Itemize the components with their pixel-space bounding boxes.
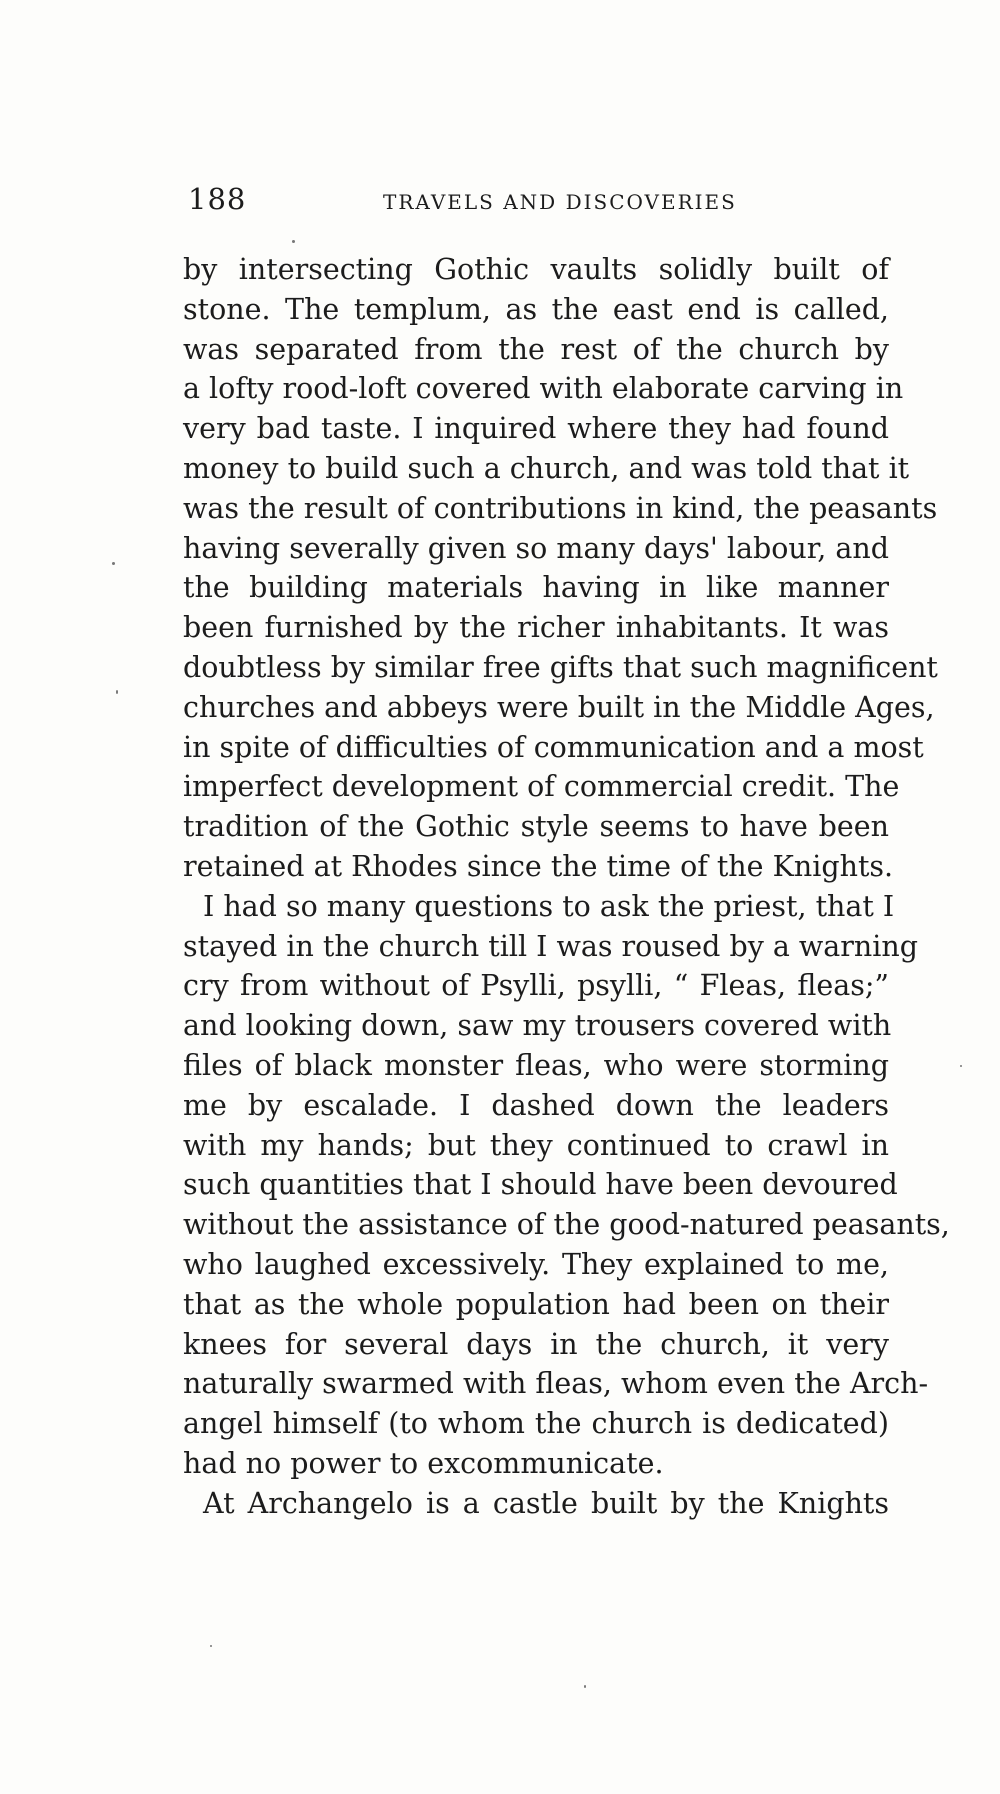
page-header bbox=[188, 182, 892, 222]
page-number: 188 bbox=[188, 182, 247, 216]
text-line: files of black monster fleas, who were storming bbox=[183, 1048, 889, 1082]
text-line: stone. The templum, as the east end is called, bbox=[183, 292, 889, 326]
text-line: having severally given so many days' labour, and bbox=[183, 531, 889, 565]
text-line: naturally swarmed with fleas, whom even the Arch- bbox=[183, 1367, 929, 1401]
text-line: such quantities that I should have been devoured bbox=[183, 1168, 898, 1202]
paper-speck bbox=[960, 1065, 962, 1067]
text-line: angel himself (to whom the church is dedicated) bbox=[183, 1407, 889, 1441]
text-line: very bad taste. I inquired where they had found bbox=[183, 412, 889, 446]
text-line: churches and abbeys were built in the Middle Ages, bbox=[183, 690, 935, 724]
paper-speck bbox=[210, 1645, 212, 1647]
paper-speck bbox=[292, 240, 295, 243]
text-line: that as the whole population had been on their bbox=[183, 1287, 889, 1321]
text-line: had no power to excommunicate. bbox=[183, 1446, 664, 1480]
text-line: cry from without of Psylli, psylli, “ Fleas, fleas;” bbox=[183, 969, 889, 1003]
text-line: was the result of contributions in kind, the peasants bbox=[183, 491, 938, 525]
text-line: At Archangelo is a castle built by the Knights bbox=[203, 1486, 889, 1520]
text-line: I had so many questions to ask the priest, that I bbox=[203, 889, 895, 923]
paper-speck bbox=[112, 562, 115, 565]
text-line: been furnished by the richer inhabitants. It was bbox=[183, 611, 889, 645]
text-line: retained at Rhodes since the time of the Knights. bbox=[183, 849, 894, 883]
text-line: a lofty rood-loft covered with elaborate carving in bbox=[183, 372, 904, 406]
text-line: with my hands; but they continued to crawl in bbox=[183, 1128, 889, 1162]
text-line: stayed in the church till I was roused by a warning bbox=[183, 929, 918, 963]
text-line: tradition of the Gothic style seems to have been bbox=[183, 810, 889, 844]
running-title: TRAVELS AND DISCOVERIES bbox=[383, 190, 737, 214]
text-line: and looking down, saw my trousers covered with bbox=[183, 1009, 892, 1043]
text-line: knees for several days in the church, it very bbox=[183, 1327, 889, 1361]
text-line: was separated from the rest of the church by bbox=[183, 332, 889, 366]
text-line: money to build such a church, and was told that it bbox=[183, 451, 910, 485]
text-line: doubtless by similar free gifts that such magnificent bbox=[183, 650, 938, 684]
text-line: who laughed excessively. They explained to me, bbox=[183, 1247, 889, 1281]
text-line: in spite of difficulties of communication and a most bbox=[183, 730, 924, 764]
text-line: imperfect development of commercial credit. The bbox=[183, 770, 900, 804]
text-line: without the assistance of the good-natured peasants, bbox=[183, 1208, 950, 1242]
paper-speck bbox=[116, 690, 118, 694]
body-text bbox=[183, 250, 950, 1524]
text-line: me by escalade. I dashed down the leaders bbox=[183, 1088, 889, 1122]
text-line: by intersecting Gothic vaults solidly built of bbox=[183, 253, 889, 286]
paper-speck bbox=[584, 1685, 586, 1688]
text-line: the building materials having in like manner bbox=[183, 571, 889, 605]
